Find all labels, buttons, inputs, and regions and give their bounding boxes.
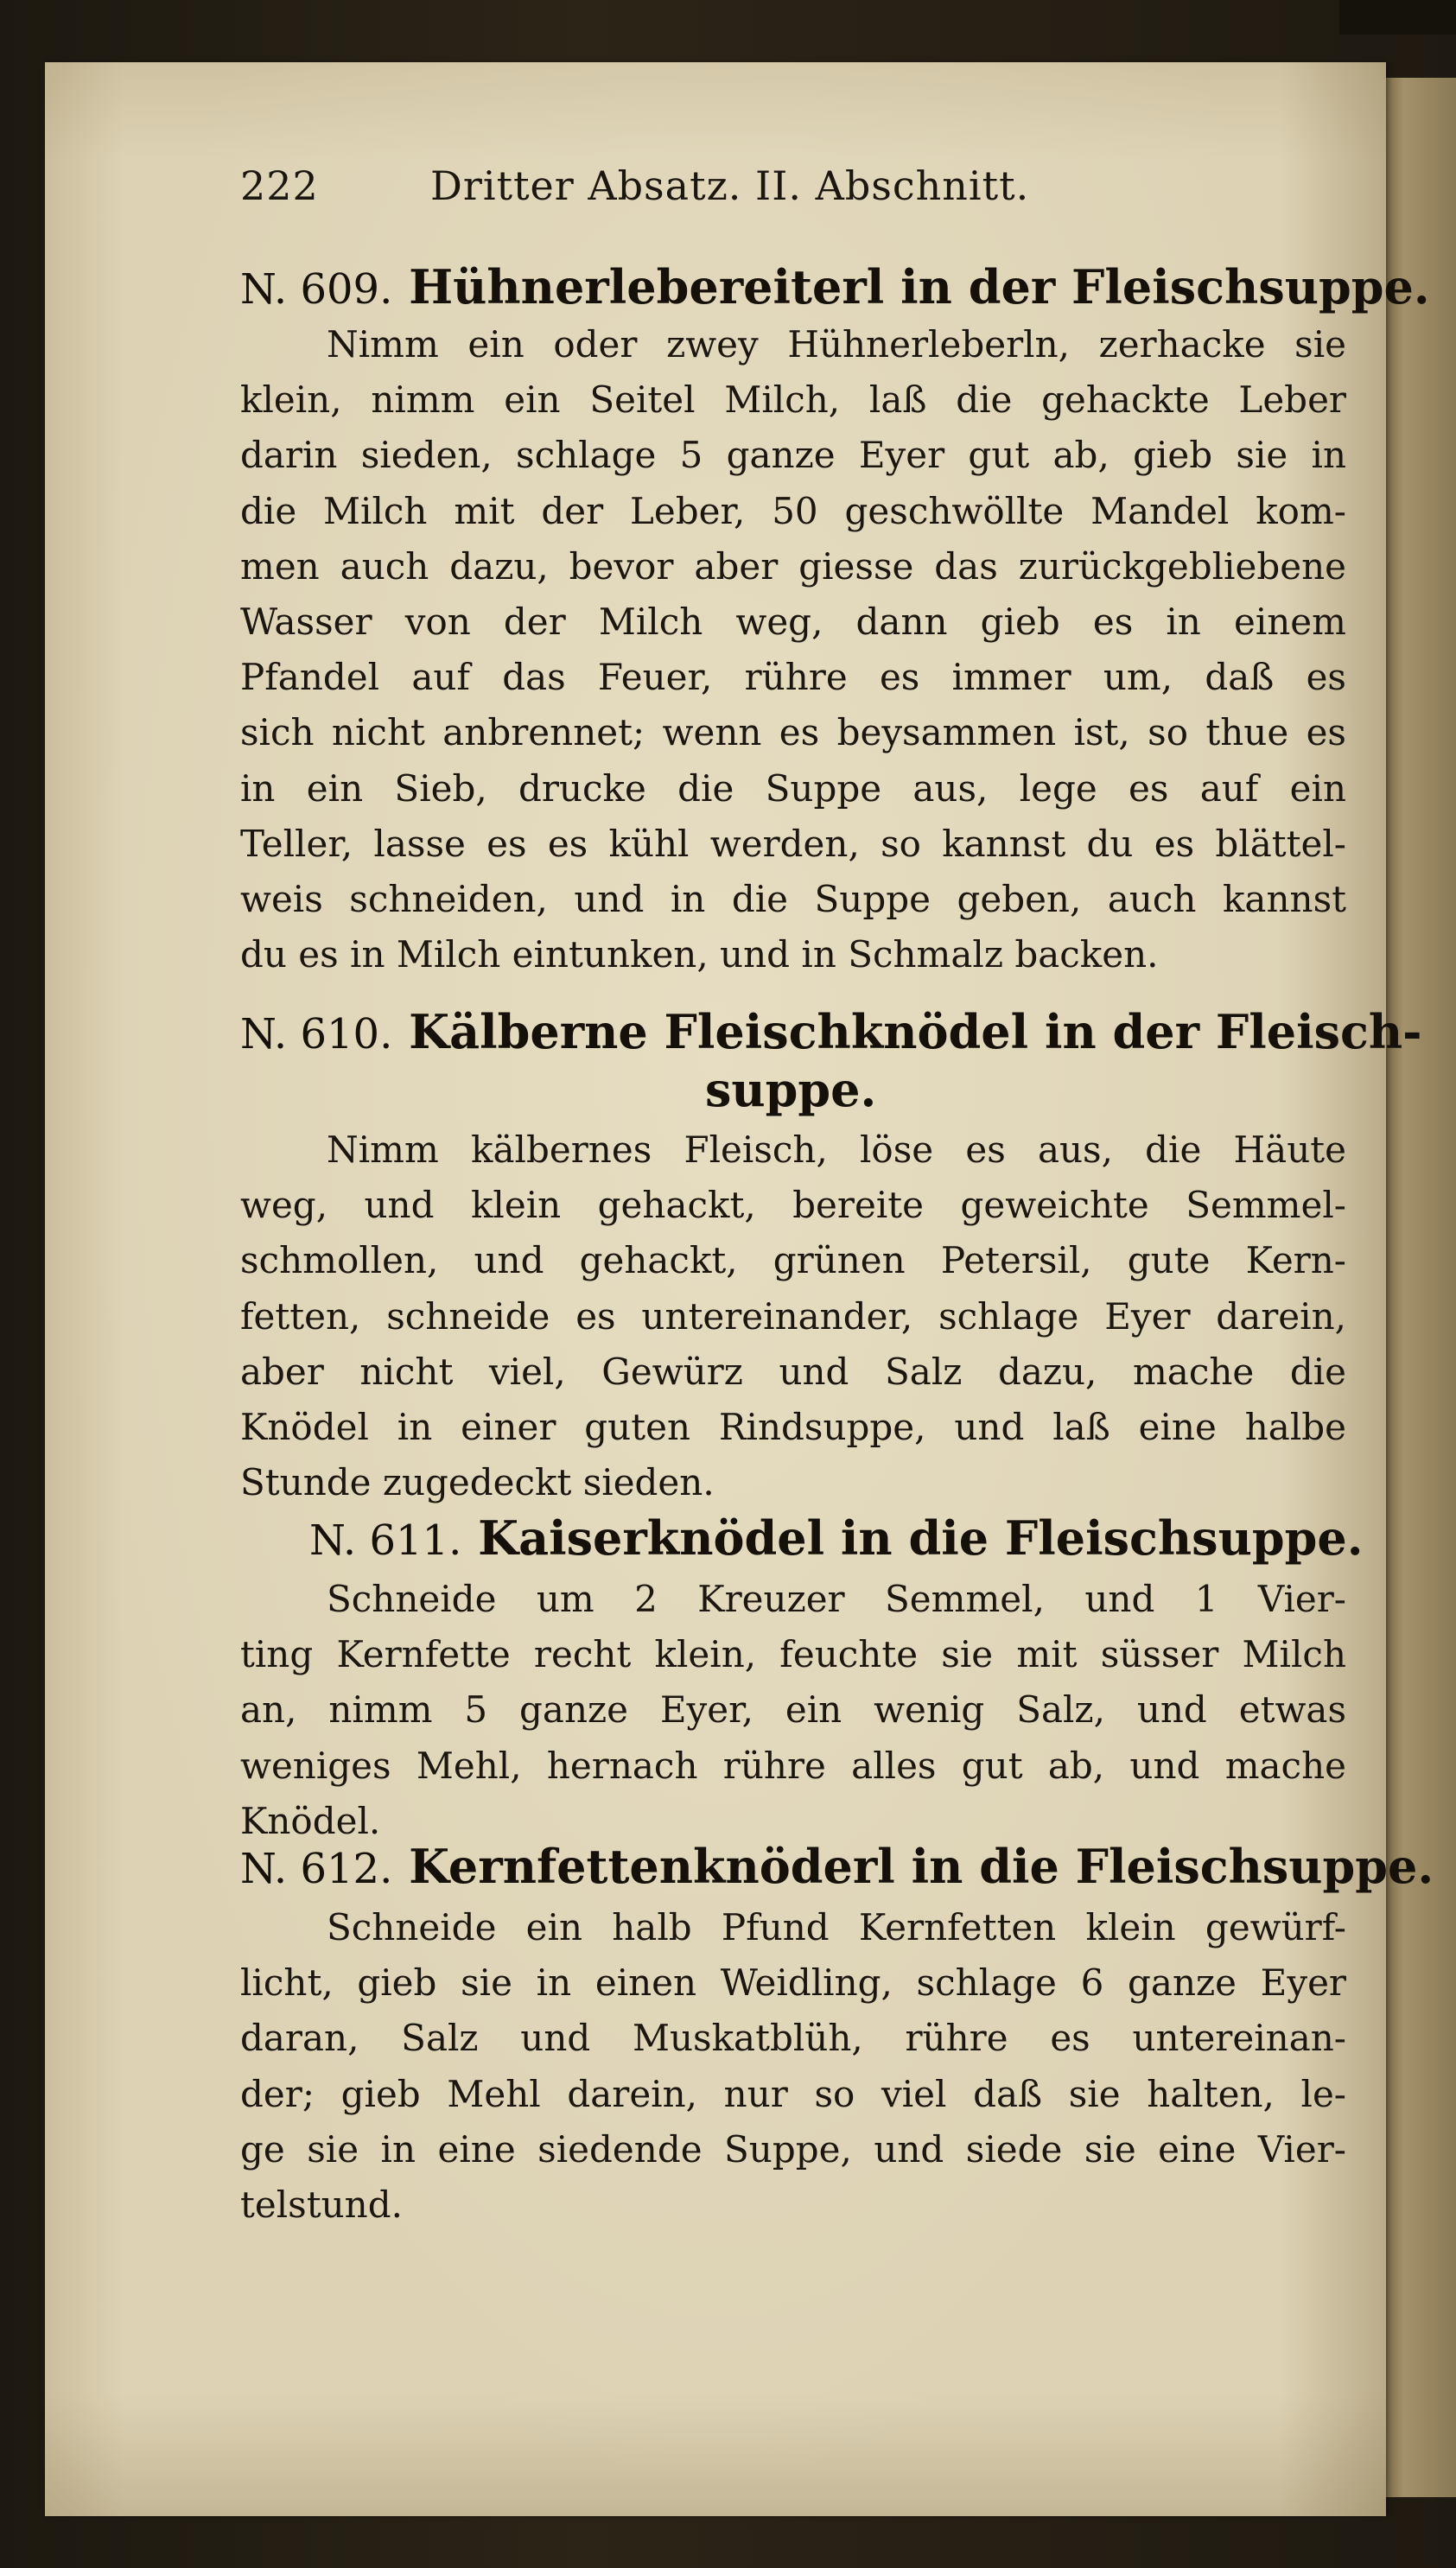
text-line: weniges Mehl, hernach rühre alles gut ab, und mache	[240, 1744, 1346, 1787]
recipe-title-text: Hühnerlebereiterl in der Fleischsuppe.	[409, 259, 1430, 315]
text-line: klein, nimm ein Seitel Milch, laß die gehackte Leber	[240, 378, 1346, 422]
text-line: Schneide um 2 Kreuzer Semmel, und 1 Vier-	[327, 1578, 1346, 1620]
back-page-edge	[1381, 78, 1456, 2497]
text-line: weis schneiden, und in die Suppe geben, auch kannst	[240, 878, 1346, 921]
text-line: weg, und klein gehackt, bereite geweichte Semmel-	[240, 1184, 1346, 1227]
text-line: an, nimm 5 ganze Eyer, ein wenig Salz, und etwas	[240, 1688, 1346, 1732]
recipe-title-text: Kernfettenknöderl in die Fleischsuppe.	[409, 1839, 1434, 1894]
text-line: du es in Milch eintunken, und in Schmalz backen.	[240, 933, 1159, 976]
recipe-title	[240, 1510, 1364, 1568]
text-line: Schneide ein halb Pfund Kernfetten klein gewürf-	[327, 1906, 1346, 1948]
recipe-609	[240, 259, 1430, 982]
recipe-number: N. 610.	[240, 1010, 393, 1058]
text-line: ting Kernfette recht klein, feuchte sie mit süsser Milch	[240, 1633, 1346, 1676]
recipe-611	[240, 1510, 1364, 1849]
recipe-number: N. 609.	[240, 265, 393, 314]
recipe-title-text: Kälberne Fleischknödel in der Fleisch-	[409, 1004, 1422, 1059]
text-line: daran, Salz und Muskatblüh, rühre es untereinan-	[240, 2017, 1346, 2060]
text-line: Teller, lasse es es kühl werden, so kannst du es blättel-	[240, 822, 1346, 865]
recipe-title	[240, 1839, 1434, 1897]
text-line: Nimm kälbernes Fleisch, löse es aus, die Häute	[327, 1128, 1346, 1171]
running-head-text: Dritter Absatz. II. Abschnitt.	[430, 162, 1030, 209]
text-line: telstund.	[240, 2183, 403, 2227]
text-line: darin sieden, schlage 5 ganze Eyer gut ab, gieb sie in	[240, 434, 1346, 477]
text-line: der; gieb Mehl darein, nur so viel daß sie halten, le-	[240, 2072, 1346, 2115]
recipe-number: N. 612.	[240, 1845, 393, 1893]
recipe-number: N. 611.	[309, 1516, 462, 1565]
text-line: Knödel.	[240, 1799, 381, 1842]
recipe-610	[240, 1004, 1422, 1510]
page-number: 222	[240, 162, 319, 209]
running-head	[240, 157, 1148, 218]
text-line: fetten, schneide es untereinander, schlage Eyer darein,	[240, 1294, 1346, 1338]
text-line: in ein Sieb, drucke die Suppe aus, lege es auf ein	[240, 766, 1346, 810]
text-line: Stunde zugedeckt sieden.	[240, 1461, 715, 1504]
recipe-title-continuation: suppe.	[705, 1062, 877, 1117]
text-line: ge sie in eine siedende Suppe, und siede sie eine Vier-	[240, 2127, 1346, 2171]
recipe-body	[240, 1572, 1346, 1849]
text-line: Pfandel auf das Feuer, rühre es immer um, daß es	[240, 656, 1346, 699]
text-line: aber nicht viel, Gewürz und Salz dazu, mache die	[240, 1350, 1346, 1393]
recipe-body	[240, 1122, 1346, 1510]
recipe-612	[240, 1839, 1434, 2233]
text-line: licht, gieb sie in einen Weidling, schlage 6 ganze Eyer	[240, 1961, 1346, 2005]
text-line: men auch dazu, bevor aber giesse das zurückgebliebene	[240, 544, 1346, 588]
text-line: Nimm ein oder zwey Hühnerleberln, zerhacke sie	[327, 323, 1346, 365]
recipe-title	[240, 1004, 1422, 1062]
recipe-body	[240, 317, 1346, 982]
text-line: sich nicht anbrennet; wenn es beysammen ist, so thue es	[240, 711, 1346, 754]
scan-corner	[1339, 0, 1456, 35]
text-line: Wasser von der Milch weg, dann gieb es in einem	[240, 601, 1346, 644]
text-line: die Milch mit der Leber, 50 geschwöllte Mandel kom-	[240, 489, 1346, 532]
recipe-title-text: Kaiserknödel in die Fleischsuppe.	[478, 1510, 1364, 1566]
text-line: Knödel in einer guten Rindsuppe, und laß eine halbe	[240, 1406, 1346, 1449]
text-line: schmollen, und gehackt, grünen Petersil, gute Kern-	[240, 1239, 1346, 1282]
recipe-body	[240, 1900, 1346, 2233]
recipe-title	[240, 259, 1430, 317]
